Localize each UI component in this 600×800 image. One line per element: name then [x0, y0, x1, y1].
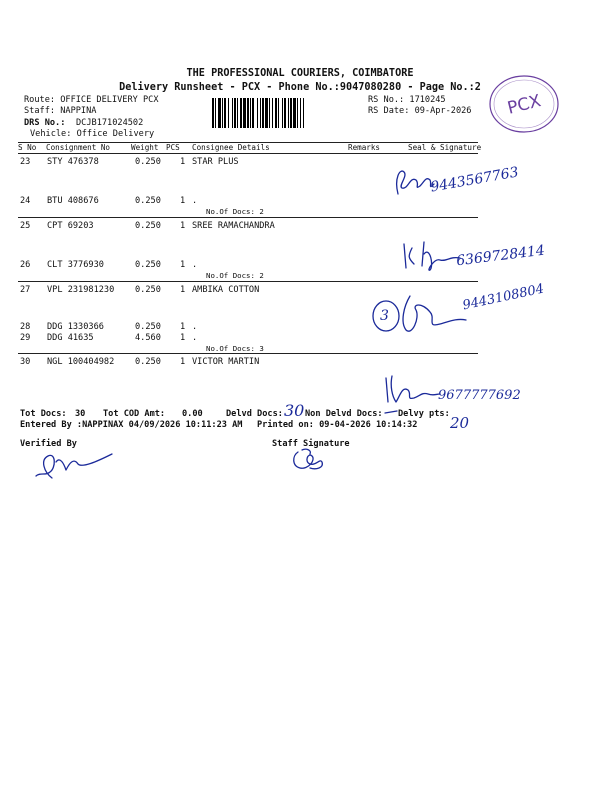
- row-sno: 26: [20, 260, 31, 270]
- handwritten-phone-2: 6369728414: [455, 242, 546, 270]
- row-weight: 0.250: [135, 357, 161, 367]
- handwritten-dash: [384, 408, 398, 416]
- row-weight: 0.250: [135, 322, 161, 332]
- row-docs: No.Of Docs: 2: [206, 271, 264, 280]
- col-seal: Seal & Signature: [408, 143, 482, 152]
- barcode-bar: [218, 98, 221, 128]
- row-weight: 4.560: [135, 333, 161, 343]
- barcode-bar: [234, 98, 236, 128]
- row-sno: 27: [20, 285, 31, 295]
- barcode-bar: [303, 98, 304, 128]
- company-name: THE PROFESSIONAL COURIERS, COIMBATORE: [186, 68, 414, 79]
- delvy-pts-label: Delvy pts:: [398, 409, 450, 419]
- barcode-bar: [260, 98, 261, 128]
- row-consignment: NGL 100404982: [47, 357, 115, 367]
- verifier-signature: [26, 442, 116, 482]
- row-pcs: 1: [180, 285, 186, 295]
- row-weight: 0.250: [135, 260, 161, 270]
- group-divider: [18, 281, 478, 282]
- barcode-bar: [222, 98, 223, 128]
- stamp-text: PCX: [505, 91, 544, 119]
- barcode-bar: [290, 98, 292, 128]
- row-sno: 23: [20, 157, 31, 167]
- barcode: [212, 98, 364, 128]
- row-consignee: AMBIKA COTTON: [192, 285, 260, 295]
- row-pcs: 1: [180, 322, 186, 332]
- row-weight: 0.250: [135, 157, 161, 167]
- barcode-bar: [232, 98, 233, 128]
- pcx-stamp: [486, 72, 562, 136]
- handwritten-phone-4: 9677777692: [438, 388, 521, 403]
- tot-cod-label: Tot COD Amt:: [103, 409, 166, 419]
- row-consignee: .: [192, 260, 198, 270]
- row-consignment: CLT 3776930: [47, 260, 104, 270]
- staff-signature: [290, 446, 326, 474]
- barcode-bar: [257, 98, 258, 128]
- barcode-bar: [275, 98, 277, 128]
- drs-value: DCJB171024502: [76, 118, 144, 128]
- row-sno: 24: [20, 196, 31, 206]
- row-consignee: .: [192, 196, 198, 206]
- row-consignment: DDG 41635: [47, 333, 94, 343]
- tot-docs-value: 30: [75, 409, 86, 419]
- tot-docs-label: Tot Docs:: [20, 409, 67, 419]
- handwritten-phone-1: 9443567763: [429, 164, 520, 196]
- col-remarks: Remarks: [348, 143, 381, 152]
- barcode-bar: [269, 98, 270, 128]
- row-consignment: DDG 1330366: [47, 322, 104, 332]
- row-weight: 0.250: [135, 196, 161, 206]
- barcode-bar: [265, 98, 268, 128]
- delvd-docs-label: Delvd Docs:: [226, 409, 283, 419]
- group-divider: [18, 217, 478, 218]
- runsheet-title: Delivery Runsheet - PCX - Phone No.:9047080280 - Page No.:2: [119, 82, 481, 93]
- row-consignment: STY 476378: [47, 157, 99, 167]
- row-consignment: VPL 231981230: [47, 285, 115, 295]
- barcode-bar: [240, 98, 242, 128]
- barcode-bar: [212, 98, 214, 128]
- barcode-bar: [288, 98, 289, 128]
- printed-on: Printed on: 09-04-2026 10:14:32: [257, 420, 418, 430]
- row-consignee: SREE RAMACHANDRA: [192, 221, 275, 231]
- barcode-bar: [262, 98, 264, 128]
- row-sno: 25: [20, 221, 31, 231]
- row-consignee: STAR PLUS: [192, 157, 239, 167]
- handwritten-circle-number: 3: [380, 308, 389, 324]
- row-consignee: .: [192, 322, 198, 332]
- barcode-bar: [278, 98, 279, 128]
- row-pcs: 1: [180, 157, 186, 167]
- barcode-bar: [215, 98, 216, 128]
- row-docs: No.Of Docs: 2: [206, 207, 264, 216]
- signature-4: [382, 372, 442, 408]
- col-pcs: PCS: [166, 143, 180, 152]
- row-sno: 28: [20, 322, 31, 332]
- row-consignee: .: [192, 333, 198, 343]
- barcode-bar: [250, 98, 251, 128]
- row-pcs: 1: [180, 260, 186, 270]
- barcode-bar: [284, 98, 286, 128]
- row-consignee: VICTOR MARTIN: [192, 357, 260, 367]
- barcode-bar: [252, 98, 254, 128]
- barcode-bar: [282, 98, 283, 128]
- drs-label: DRS No.:: [24, 118, 66, 128]
- row-weight: 0.250: [135, 221, 161, 231]
- handwritten-delvy-pts: 20: [450, 414, 470, 432]
- col-consignee: Consignee Details: [192, 143, 270, 152]
- row-pcs: 1: [180, 221, 186, 231]
- barcode-bar: [228, 98, 229, 128]
- barcode-bar: [297, 98, 298, 128]
- group-divider: [18, 353, 478, 354]
- handwritten-phone-3: 9443108804: [461, 281, 546, 314]
- vehicle-text: Vehicle: Office Delivery: [30, 129, 155, 139]
- non-delvd-docs-label: Non Delvd Docs:: [305, 409, 383, 419]
- row-docs: No.Of Docs: 3: [206, 344, 264, 353]
- row-pcs: 1: [180, 196, 186, 206]
- verified-by-label: Verified By: [20, 439, 77, 449]
- entered-by: Entered By :NAPPINAX 04/09/2026 10:11:23 AM: [20, 420, 243, 430]
- row-consignment: CPT 69203: [47, 221, 94, 231]
- barcode-bar: [247, 98, 249, 128]
- row-weight: 0.250: [135, 285, 161, 295]
- barcode-bar: [237, 98, 238, 128]
- row-consignment: BTU 408676: [47, 196, 99, 206]
- staff-text: Staff: NAPPINA: [24, 106, 97, 116]
- row-pcs: 1: [180, 333, 186, 343]
- barcode-bar: [243, 98, 246, 128]
- handwritten-delvd-docs: 30: [284, 401, 305, 420]
- tot-cod-value: 0.00: [182, 409, 203, 419]
- rs-date: RS Date: 09-Apr-2026: [368, 106, 472, 116]
- header-rule-bottom: [18, 153, 478, 154]
- barcode-bar: [300, 98, 301, 128]
- route-text: Route: OFFICE DELIVERY PCX: [24, 95, 159, 105]
- barcode-bar: [272, 98, 273, 128]
- col-sno: S No: [18, 143, 37, 152]
- rs-no: RS No.: 1710245: [368, 95, 446, 105]
- row-sno: 29: [20, 333, 31, 343]
- row-pcs: 1: [180, 357, 186, 367]
- col-weight: Weight: [131, 143, 159, 152]
- barcode-bar: [293, 98, 296, 128]
- barcode-bar: [224, 98, 226, 128]
- staff-signature-label: Staff Signature: [272, 439, 350, 449]
- col-consignment: Consignment No: [46, 143, 111, 152]
- row-sno: 30: [20, 357, 31, 367]
